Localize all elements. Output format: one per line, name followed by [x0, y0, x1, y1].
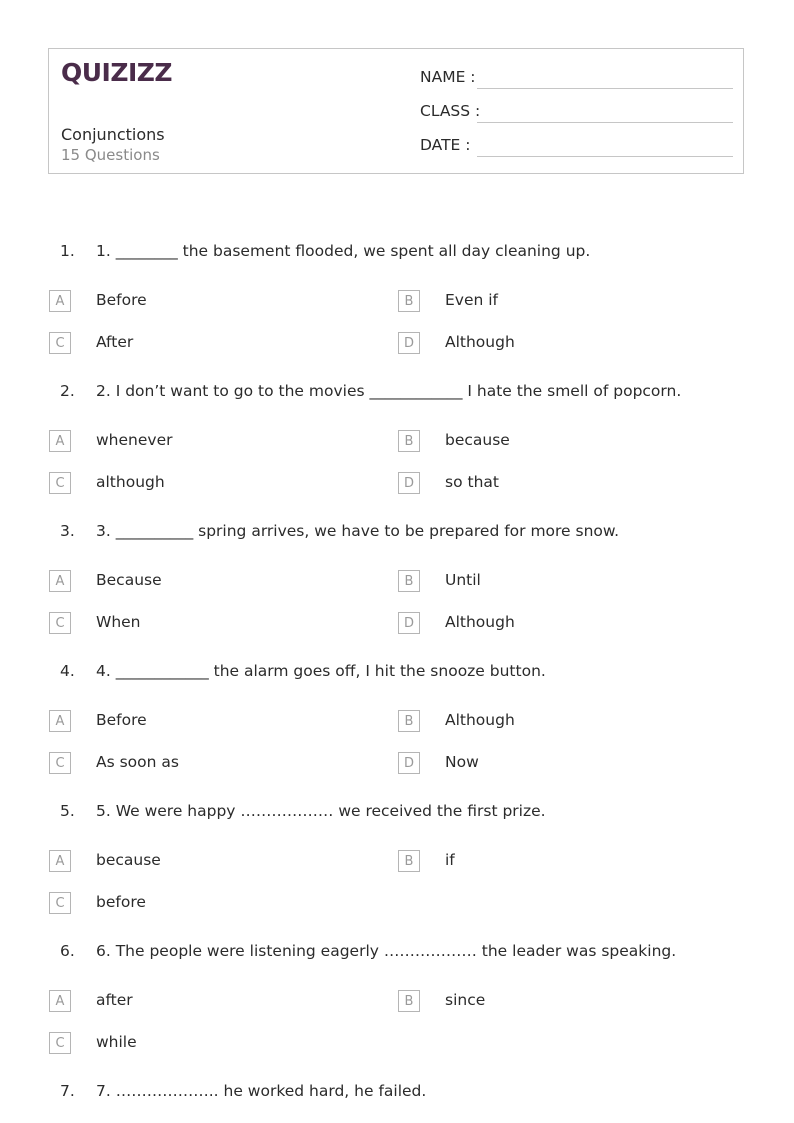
- option-c-text: As soon as: [96, 753, 179, 771]
- question-text: 3. __________ spring arrives, we have to be prepared for more snow.: [96, 522, 620, 540]
- option-a-box[interactable]: A: [49, 570, 71, 592]
- option-d-text: Although: [445, 333, 515, 351]
- option-a-text: after: [96, 991, 133, 1009]
- option-b-box[interactable]: B: [398, 430, 420, 452]
- option-a-text: because: [96, 851, 161, 869]
- question-text: 6. The people were listening eagerly ……………… the leader was speaking.: [96, 942, 677, 960]
- question-text: 7. ……………….. he worked hard, he failed.: [96, 1082, 427, 1100]
- question-text: 5. We were happy ……………… we received the first prize.: [96, 802, 546, 820]
- option-c-text: while: [96, 1033, 137, 1051]
- worksheet-title: Conjunctions: [61, 125, 165, 144]
- question-text: 1. ________ the basement flooded, we spent all day cleaning up.: [96, 242, 591, 260]
- option-b-box[interactable]: B: [398, 570, 420, 592]
- option-c-text: When: [96, 613, 141, 631]
- option-b-text: because: [445, 431, 510, 449]
- option-c-text: although: [96, 473, 165, 491]
- option-d-text: Although: [445, 613, 515, 631]
- option-c-box[interactable]: C: [49, 892, 71, 914]
- option-a-box[interactable]: A: [49, 850, 71, 872]
- question-number: 2.: [60, 382, 75, 400]
- name-field[interactable]: [477, 88, 733, 89]
- option-c-box[interactable]: C: [49, 332, 71, 354]
- option-a-box[interactable]: A: [49, 430, 71, 452]
- option-b-text: since: [445, 991, 486, 1009]
- question-number: 4.: [60, 662, 75, 680]
- option-a-text: Before: [96, 291, 147, 309]
- question-text: 2. I don’t want to go to the movies ____________ I hate the smell of popcorn.: [96, 382, 682, 400]
- option-a-text: Before: [96, 711, 147, 729]
- question-number: 1.: [60, 242, 75, 260]
- option-d-text: so that: [445, 473, 499, 491]
- option-b-box[interactable]: B: [398, 710, 420, 732]
- question-number: 7.: [60, 1082, 75, 1100]
- option-a-text: Because: [96, 571, 162, 589]
- question-number: 6.: [60, 942, 75, 960]
- name-label: NAME :: [420, 68, 476, 86]
- option-b-box[interactable]: B: [398, 850, 420, 872]
- option-c-box[interactable]: C: [49, 752, 71, 774]
- option-a-box[interactable]: A: [49, 990, 71, 1012]
- question-number: 3.: [60, 522, 75, 540]
- option-c-box[interactable]: C: [49, 612, 71, 634]
- option-c-box[interactable]: C: [49, 1032, 71, 1054]
- question-count: 15 Questions: [61, 146, 160, 164]
- option-c-text: before: [96, 893, 146, 911]
- option-b-text: Although: [445, 711, 515, 729]
- option-b-text: if: [445, 851, 455, 869]
- option-b-text: Until: [445, 571, 481, 589]
- option-b-box[interactable]: B: [398, 990, 420, 1012]
- date-label: DATE :: [420, 136, 471, 154]
- option-d-box[interactable]: D: [398, 332, 420, 354]
- option-c-text: After: [96, 333, 134, 351]
- quizizz-logo: QUIZIZZ: [61, 58, 173, 87]
- option-d-text: Now: [445, 753, 479, 771]
- option-d-box[interactable]: D: [398, 472, 420, 494]
- class-label: CLASS :: [420, 102, 481, 120]
- option-b-box[interactable]: B: [398, 290, 420, 312]
- option-b-text: Even if: [445, 291, 499, 309]
- option-a-box[interactable]: A: [49, 710, 71, 732]
- question-text: 4. ____________ the alarm goes off, I hit the snooze button.: [96, 662, 546, 680]
- class-field[interactable]: [477, 122, 733, 123]
- option-a-box[interactable]: A: [49, 290, 71, 312]
- option-c-box[interactable]: C: [49, 472, 71, 494]
- question-number: 5.: [60, 802, 75, 820]
- option-d-box[interactable]: D: [398, 752, 420, 774]
- option-a-text: whenever: [96, 431, 173, 449]
- date-field[interactable]: [477, 156, 733, 157]
- option-d-box[interactable]: D: [398, 612, 420, 634]
